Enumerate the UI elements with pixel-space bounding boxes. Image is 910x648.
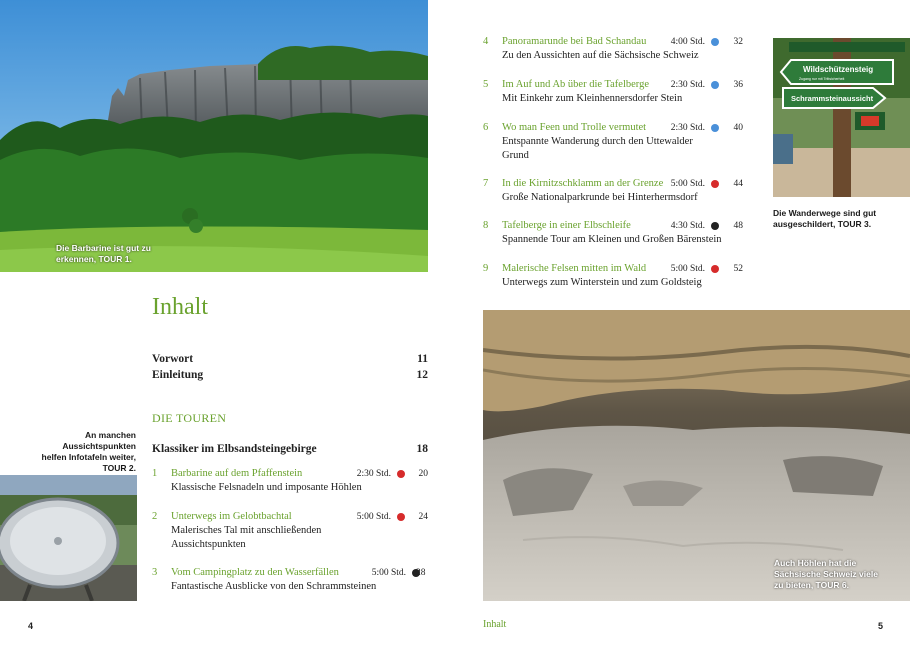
tour-subtitle: Entspannte Wanderung durch den Uttewalder — [502, 136, 693, 147]
sign-top-label: Wildschützensteig — [803, 65, 874, 74]
tour-number: 5 — [483, 79, 489, 90]
tour-title: Wo man Feen und Trolle vermutet — [502, 122, 647, 133]
tour-entry[interactable] — [483, 219, 759, 249]
caption-barbarine: Die Barbarine ist gut zu erkennen, TOUR 1. — [56, 243, 151, 264]
tour-duration: 5:00 Std. — [670, 264, 705, 274]
tour-duration: 2:30 Std. — [356, 469, 391, 479]
difficulty-dot — [711, 222, 719, 230]
category-label: Klassiker im Elbsandsteingebirge — [152, 443, 317, 455]
running-head: Inhalt — [483, 619, 507, 630]
tour-duration: 2:30 Std. — [670, 123, 705, 133]
tour-title: Im Auf und Ab über die Tafelberge — [502, 79, 650, 90]
tour-title: Malerische Felsen mitten im Wald — [502, 263, 647, 274]
tour-entry[interactable] — [483, 35, 759, 65]
tour-subtitle: Spannende Tour am Kleinen und Großen Bärenstein — [502, 234, 722, 245]
tour-entry[interactable] — [483, 78, 759, 108]
tour-title: In die Kirnitzschklamm an der Grenze — [502, 178, 664, 189]
toc-entry-page: 12 — [416, 369, 428, 381]
tour-entry[interactable] — [152, 467, 428, 497]
toc-category[interactable] — [152, 443, 428, 455]
tour-subtitle: Klassische Felsnadeln und imposante Höhlen — [171, 482, 362, 493]
photo-infotafel — [0, 475, 137, 601]
tour-subtitle: Große Nationalparkrunde bei Hinterhermsdorf — [502, 192, 698, 203]
toc-entry-label: Vorwort — [152, 353, 194, 365]
infotafel-illustration — [0, 475, 137, 601]
difficulty-dot — [397, 513, 405, 521]
tour-title: Barbarine auf dem Pfaffenstein — [171, 468, 303, 479]
tour-title: Vom Campingplatz zu den Wasserfällen — [171, 567, 339, 578]
photo-barbarine — [0, 0, 428, 272]
toc-entry-label: Einleitung — [152, 369, 204, 381]
tour-entry[interactable] — [152, 510, 428, 554]
sign-bottom-label: Schrammsteinaussicht — [791, 94, 874, 103]
landscape-illustration — [0, 0, 428, 272]
tour-entry[interactable] — [152, 566, 428, 596]
tour-entry[interactable] — [483, 177, 759, 207]
tour-number: 1 — [152, 468, 158, 479]
tour-subtitle: Mit Einkehr zum Kleinhennersdorfer Stein — [502, 93, 683, 104]
tour-subtitle: Unterwegs zum Winterstein und zum Goldsteig — [502, 277, 702, 288]
tour-number: 8 — [483, 220, 489, 231]
tour-page: 36 — [733, 80, 743, 90]
photo-signpost — [773, 38, 910, 197]
difficulty-dot — [397, 470, 405, 478]
tour-title: Unterwegs im Gelobtbachtal — [171, 511, 292, 522]
tour-page: 48 — [733, 221, 743, 231]
sign-top-note: Zugang nur mit Trittsicherheit — [799, 77, 845, 81]
tour-title: Tafelberge in einer Elbschleife — [502, 220, 631, 231]
tour-subtitle: Fantastische Ausblicke von den Schrammsteinen — [171, 581, 377, 592]
signpost-illustration — [773, 38, 910, 197]
tour-number: 6 — [483, 122, 489, 133]
left-page-number: 4 — [28, 621, 34, 631]
tour-duration: 4:00 Std. — [670, 37, 705, 47]
caption-hoehlen: Auch Höhlen hat die Sächsische Schweiz viele zu bieten, TOUR 6. — [774, 558, 878, 590]
tour-duration: 5:00 Std. — [356, 512, 391, 522]
tour-number: 4 — [483, 36, 489, 47]
tour-page: 24 — [418, 512, 428, 522]
tour-subtitle-cont: Aussichtspunkten — [171, 539, 246, 550]
tour-number: 9 — [483, 263, 489, 274]
tour-subtitle: Zu den Aussichten auf die Sächsische Schweiz — [502, 50, 699, 61]
tour-subtitle: Malerisches Tal mit anschließenden — [171, 525, 322, 536]
difficulty-dot — [711, 265, 719, 273]
difficulty-dot — [711, 81, 719, 89]
tour-page: 40 — [733, 123, 743, 133]
tour-entry[interactable] — [483, 262, 759, 292]
difficulty-dot — [711, 38, 719, 46]
category-page: 18 — [416, 443, 428, 455]
difficulty-dot — [711, 180, 719, 188]
tour-subtitle-cont: Grund — [502, 150, 529, 161]
tour-page: 20 — [418, 469, 428, 479]
toc-entry-page: 11 — [417, 353, 428, 365]
section-label: DIE TOUREN — [152, 411, 227, 425]
tour-page: 28 — [416, 568, 426, 578]
tour-number: 7 — [483, 178, 489, 189]
tour-page: 44 — [733, 179, 743, 189]
tour-number: 3 — [152, 567, 158, 578]
caption-infotafel: An manchen Aussichtspunkten helfen Infotafeln weiter, TOUR 2. — [41, 430, 136, 473]
tour-duration: 5:00 Std. — [371, 568, 406, 578]
toc-title: Inhalt — [152, 294, 208, 320]
toc-entry-einleitung[interactable] — [152, 369, 428, 381]
tour-duration: 2:30 Std. — [670, 80, 705, 90]
tour-duration: 5:00 Std. — [670, 179, 705, 189]
tour-entry[interactable] — [483, 121, 759, 165]
tour-page: 52 — [733, 264, 743, 274]
tour-title: Panoramarunde bei Bad Schandau — [502, 36, 647, 47]
right-page-number: 5 — [878, 621, 884, 631]
tour-duration: 4:30 Std. — [670, 221, 705, 231]
toc-entry-vorwort[interactable] — [152, 353, 428, 365]
tour-number: 2 — [152, 511, 158, 522]
tour-page: 32 — [733, 37, 743, 47]
caption-wanderwege: Die Wanderwege sind gut ausgeschildert, TOUR 3. — [773, 208, 877, 229]
difficulty-dot — [711, 124, 719, 132]
